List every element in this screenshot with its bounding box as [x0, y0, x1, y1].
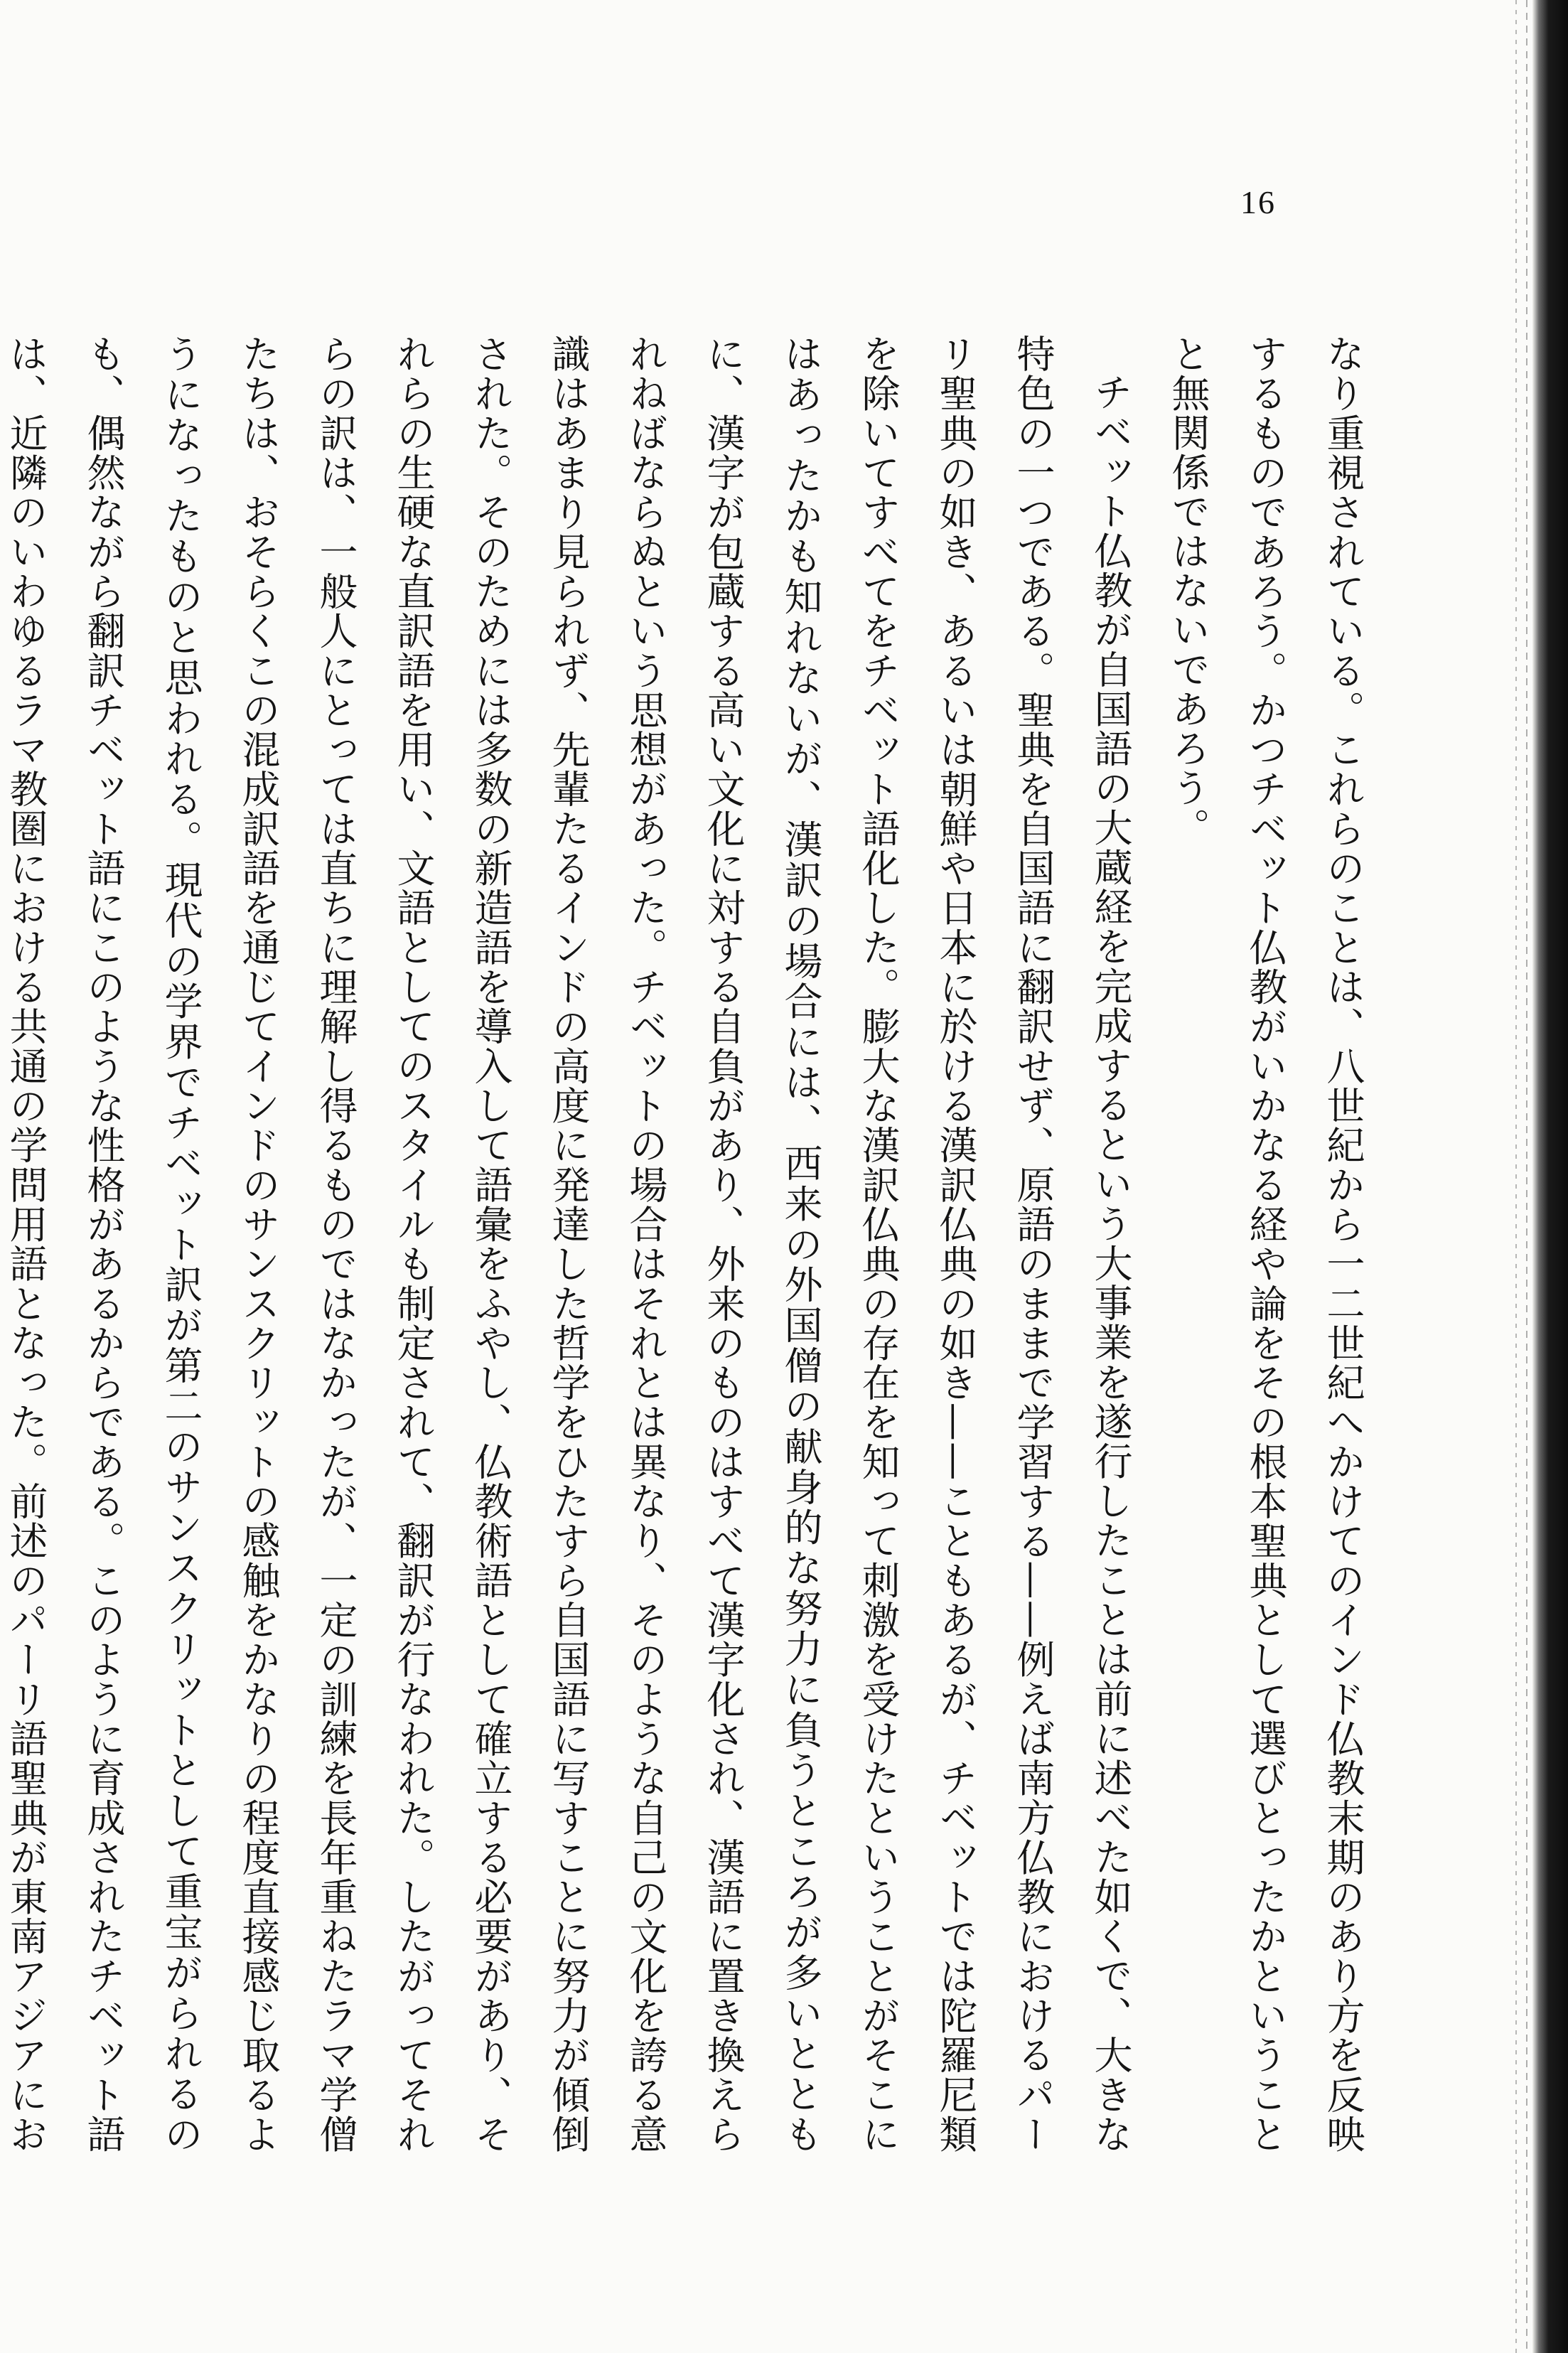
- paragraph-2: チベット仏教が自国語の大蔵経を完成するという大事業を遂行したことは前に述べた如くで、大きな特色の一つである。聖典を自国語に翻訳せず、原語のままで学習する——例えば南方仏教におけるパーリ聖典の如き、あるいは朝鮮や日本に於ける漢訳仏典の如き——こともあるが、チベットでは陀羅尼類を除いてすべてをチベット語化した。膨大な漢訳仏典の存在を知って刺激を受けたということがそこにはあったかも知れないが、漢訳の場合には、西来の外国僧の献身的な努力に負うところが多いとともに、漢字が包蔵する高い文化に対する自負があり、外来のものはすべて漢字化され、漢語に置き換えられねばならぬという思想があった。チベットの場合はそれとは異なり、そのような自己の文化を誇る意識はあまり見られず、先輩たるインドの高度に発達した哲学をひたすら自国語に写すことに努力が傾倒された。そのためには多数の新造語を導入して語彙をふやし、仏教術語として確立する必要があり、それらの生硬な直訳語を用い、文語としてのスタイルも制定されて、翻訳が行なわれた。したがってそれらの訳は、一般人にとっては直ちに理解し得るものではなかったが、一定の訓練を長年重ねたラマ学僧たちは、おそらくこの混成訳語を通じてインドのサンスクリットの感触をかなりの程度直接感じ取るようになったものと思われる。現代の学界でチベット訳が第二のサンスクリットとして重宝がられるのも、偶然ながら翻訳チベット語にこのような性格があるからである。このように育成されたチベット語は、近隣のいわゆるラマ教圏における共通の学問用語となった。前述のパーリ語聖典が東南アジアにお: [4, 334, 1133, 2154]
- page-number: 16: [1240, 184, 1276, 220]
- paragraph-1: なり重視されている。これらのことは、八世紀から一二世紀へかけてのインド仏教末期のあり方を反映するものであろう。かつチベット仏教がいかなる経や論をその根本聖典として選びとったかということと無関係ではないであろう。: [1166, 334, 1365, 2154]
- scan-edge-shadow: [1532, 0, 1568, 2353]
- body-text: [4, 334, 1382, 2154]
